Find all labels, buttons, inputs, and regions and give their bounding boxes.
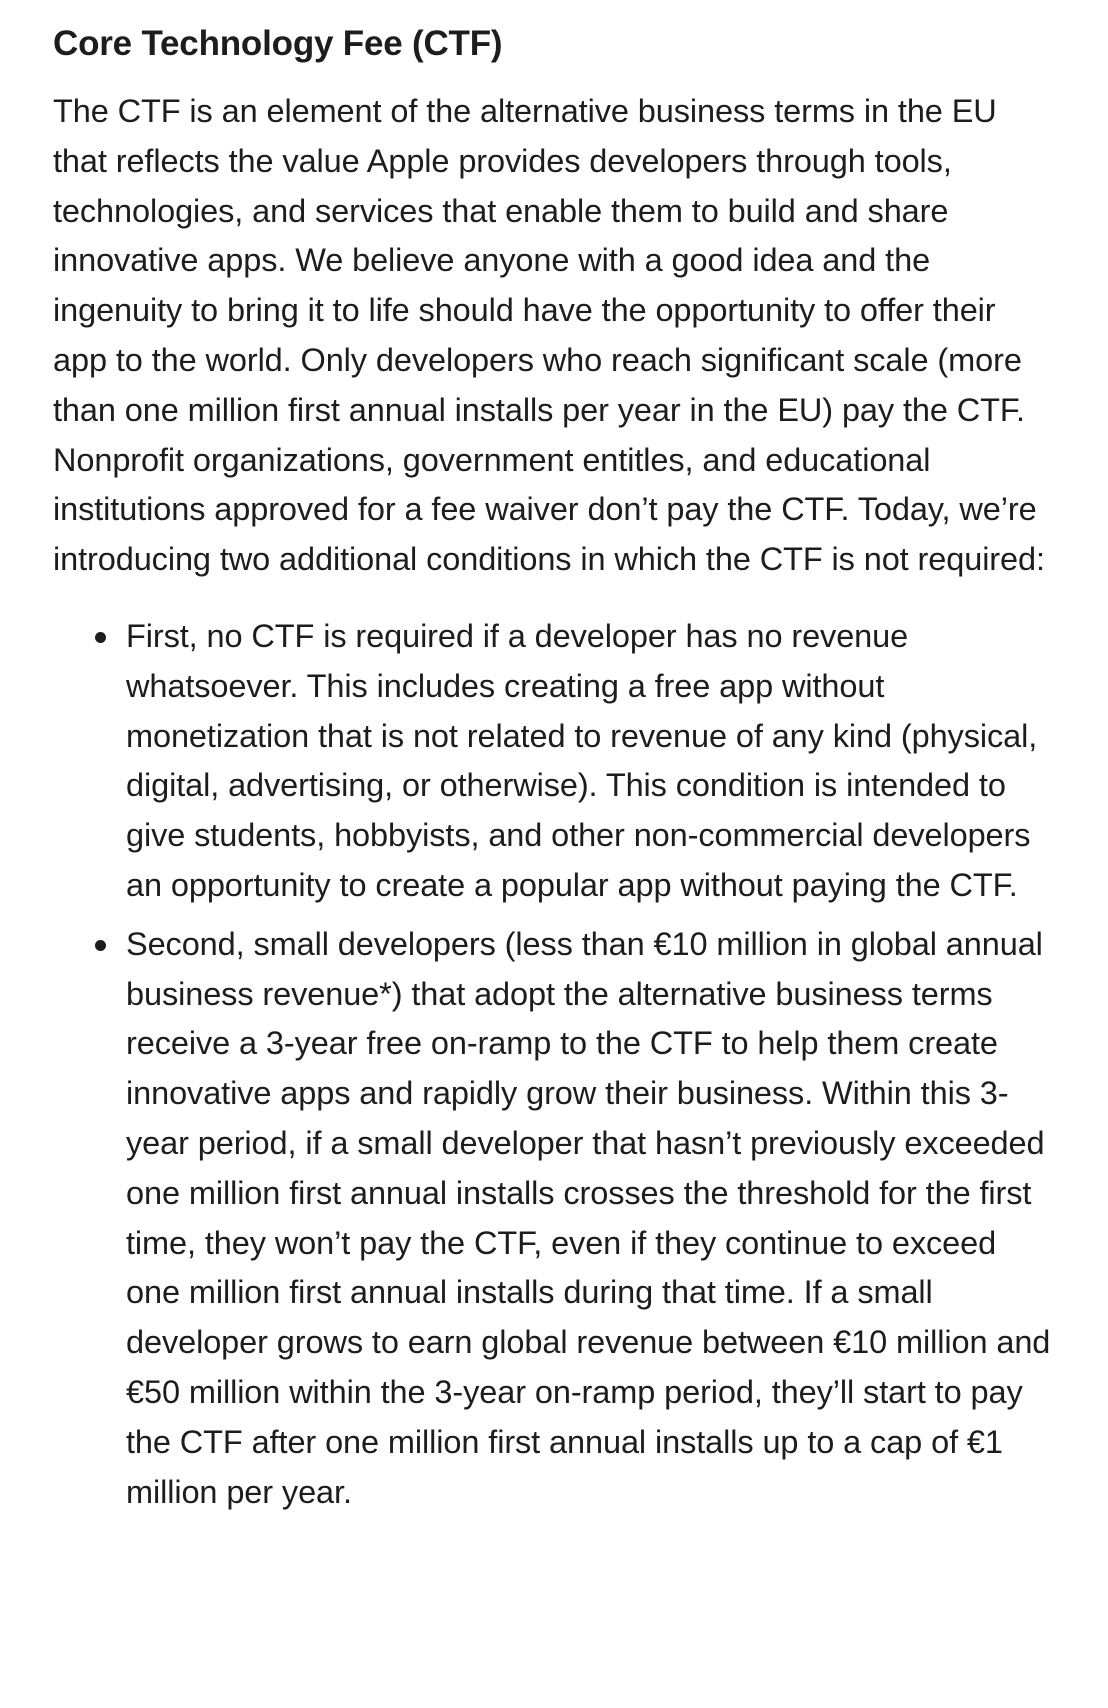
bullet-icon [95, 632, 106, 643]
list-item-text: Second, small developers (less than €10 million in global annual business revenue*) that adopt the alternative business terms receive a 3-year free on-ramp to the CTF to help them create innovative apps and rapidly grow their business. Within this 3-year period, if a small developer that hasn’t previously exceeded one million first annual installs crosses the threshold for the first time, they won’t pay the CTF, even if they continue to exceed one million first annual installs during that time. If a small developer grows to earn global revenue between €10 million and €50 million within the 3-year on-ramp period, they’ll start to pay the CTF after one million first annual installs up to a cap of €1 million per year. [126, 925, 1051, 1510]
list-item [126, 920, 1056, 1518]
conditions-list [53, 612, 1056, 1517]
list-item-text: First, no CTF is required if a developer has no revenue whatsoever. This includes creating a free app without monetization that is not related to revenue of any kind (physical, digital, advertising, or otherwise). This condition is intended to give students, hobbyists, and other non-commercial developers an opportunity to create a popular app without paying the CTF. [126, 617, 1038, 903]
list-item [126, 612, 1056, 911]
intro-paragraph: The CTF is an element of the alternative business terms in the EU that reflects the value Apple provides developers through tools, technologies, and services that enable them to build and share innovative apps. We believe anyone with a good idea and the ingenuity to bring it to life should have the opportunity to offer their app to the world. Only developers who reach significant scale (more than one million first annual installs per year in the EU) pay the CTF. Nonprofit organizations, government entitles, and educational institutions approved for a fee waiver don’t pay the CTF. Today, we’re introducing two additional conditions in which the CTF is not required: [53, 93, 1045, 578]
bullet-icon [95, 940, 106, 951]
section-heading: Core Technology Fee (CTF) [53, 24, 503, 63]
